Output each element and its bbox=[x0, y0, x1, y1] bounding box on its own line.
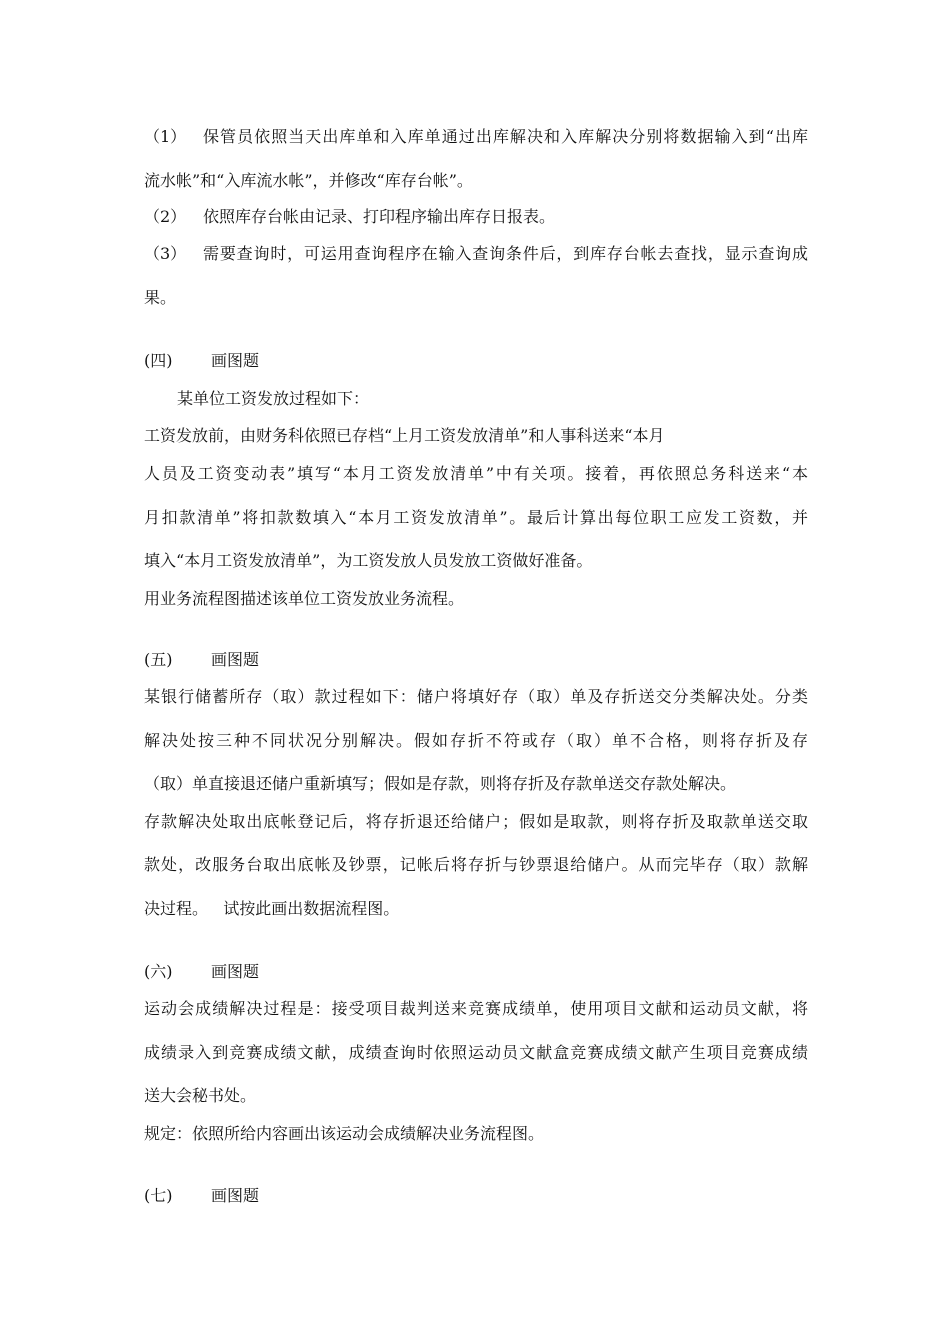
section-4-line-4: 月扣款清单”将扣款数填入“本月工资发放清单”。最后计算出每位职工应发工资数，并 bbox=[144, 508, 808, 527]
section-5-line-2: 解决处按三种不同状况分别解决。假如存折不符或存（取）单不合格，则将存折及存 bbox=[144, 731, 808, 750]
item-3-text-line-1: 需要查询时，可运用查询程序在输入查询条件后，到库存台帐去查找，显示查询成 bbox=[203, 244, 808, 263]
item-2-text-line-1: 依照库存台帐由记录、打印程序输出库存日报表。 bbox=[203, 207, 556, 226]
section-5-title: 画图题 bbox=[211, 650, 260, 669]
item-1-number: （1） bbox=[144, 127, 187, 146]
section-7-title: 画图题 bbox=[211, 1186, 260, 1205]
section-5-line-5: 款处，改服务台取出底帐及钞票，记帐后将存折与钞票退给储户。从而完毕存（取）款解 bbox=[144, 855, 808, 874]
section-4-line-2: 工资发放前，由财务科依照已存档“上月工资发放清单”和人事科送来“本月 bbox=[144, 426, 665, 445]
section-4-line-5: 填入“本月工资发放清单”，为工资发放人员发放工资做好准备。 bbox=[144, 551, 593, 570]
section-5-number: (五) bbox=[144, 650, 173, 669]
section-4-line-3: 人员及工资变动表”填写“本月工资发放清单”中有关项。接着，再依照总务科送来“本 bbox=[144, 464, 808, 483]
section-4-line-1: 某单位工资发放过程如下： bbox=[177, 389, 370, 408]
section-6-line-1: 运动会成绩解决过程是：接受项目裁判送来竞赛成绩单，使用项目文献和运动员文献，将 bbox=[144, 999, 808, 1018]
section-4-line-6: 用业务流程图描述该单位工资发放业务流程。 bbox=[144, 589, 465, 608]
section-6-number: (六) bbox=[144, 962, 173, 981]
item-3-number: （3） bbox=[144, 244, 187, 263]
section-4-title: 画图题 bbox=[211, 351, 260, 370]
section-7-number: (七) bbox=[144, 1186, 173, 1205]
section-6-title: 画图题 bbox=[211, 962, 260, 981]
section-6-line-2: 成绩录入到竞赛成绩文献，成绩查询时依照运动员文献盒竞赛成绩文献产生项目竞赛成绩 bbox=[144, 1043, 808, 1062]
item-1-text-line-2: 流水帐”和“入库流水帐”，并修改“库存台帐”。 bbox=[144, 171, 473, 190]
item-1-text-line-1: 保管员依照当天出库单和入库单通过出库解决和入库解决分别将数据输入到“出库 bbox=[203, 127, 808, 146]
section-5-line-1: 某银行储蓄所存（取）款过程如下：储户将填好存（取）单及存折送交分类解决处。分类 bbox=[144, 687, 808, 706]
section-6-line-4: 规定：依照所给内容画出该运动会成绩解决业务流程图。 bbox=[144, 1124, 545, 1143]
section-5-line-4: 存款解决处取出底帐登记后，将存折退还给储户；假如是取款，则将存折及取款单送交取 bbox=[144, 812, 808, 831]
item-3-text-line-2: 果。 bbox=[144, 288, 177, 307]
section-6-line-3: 送大会秘书处。 bbox=[144, 1086, 257, 1105]
section-5-line-3: （取）单直接退还储户重新填写；假如是存款，则将存折及存款单送交存款处解决。 bbox=[144, 774, 737, 793]
section-4-number: (四) bbox=[144, 351, 173, 370]
item-2-number: （2） bbox=[144, 207, 187, 226]
section-5-line-6: 决过程。 试按此画出数据流程图。 bbox=[144, 899, 400, 918]
